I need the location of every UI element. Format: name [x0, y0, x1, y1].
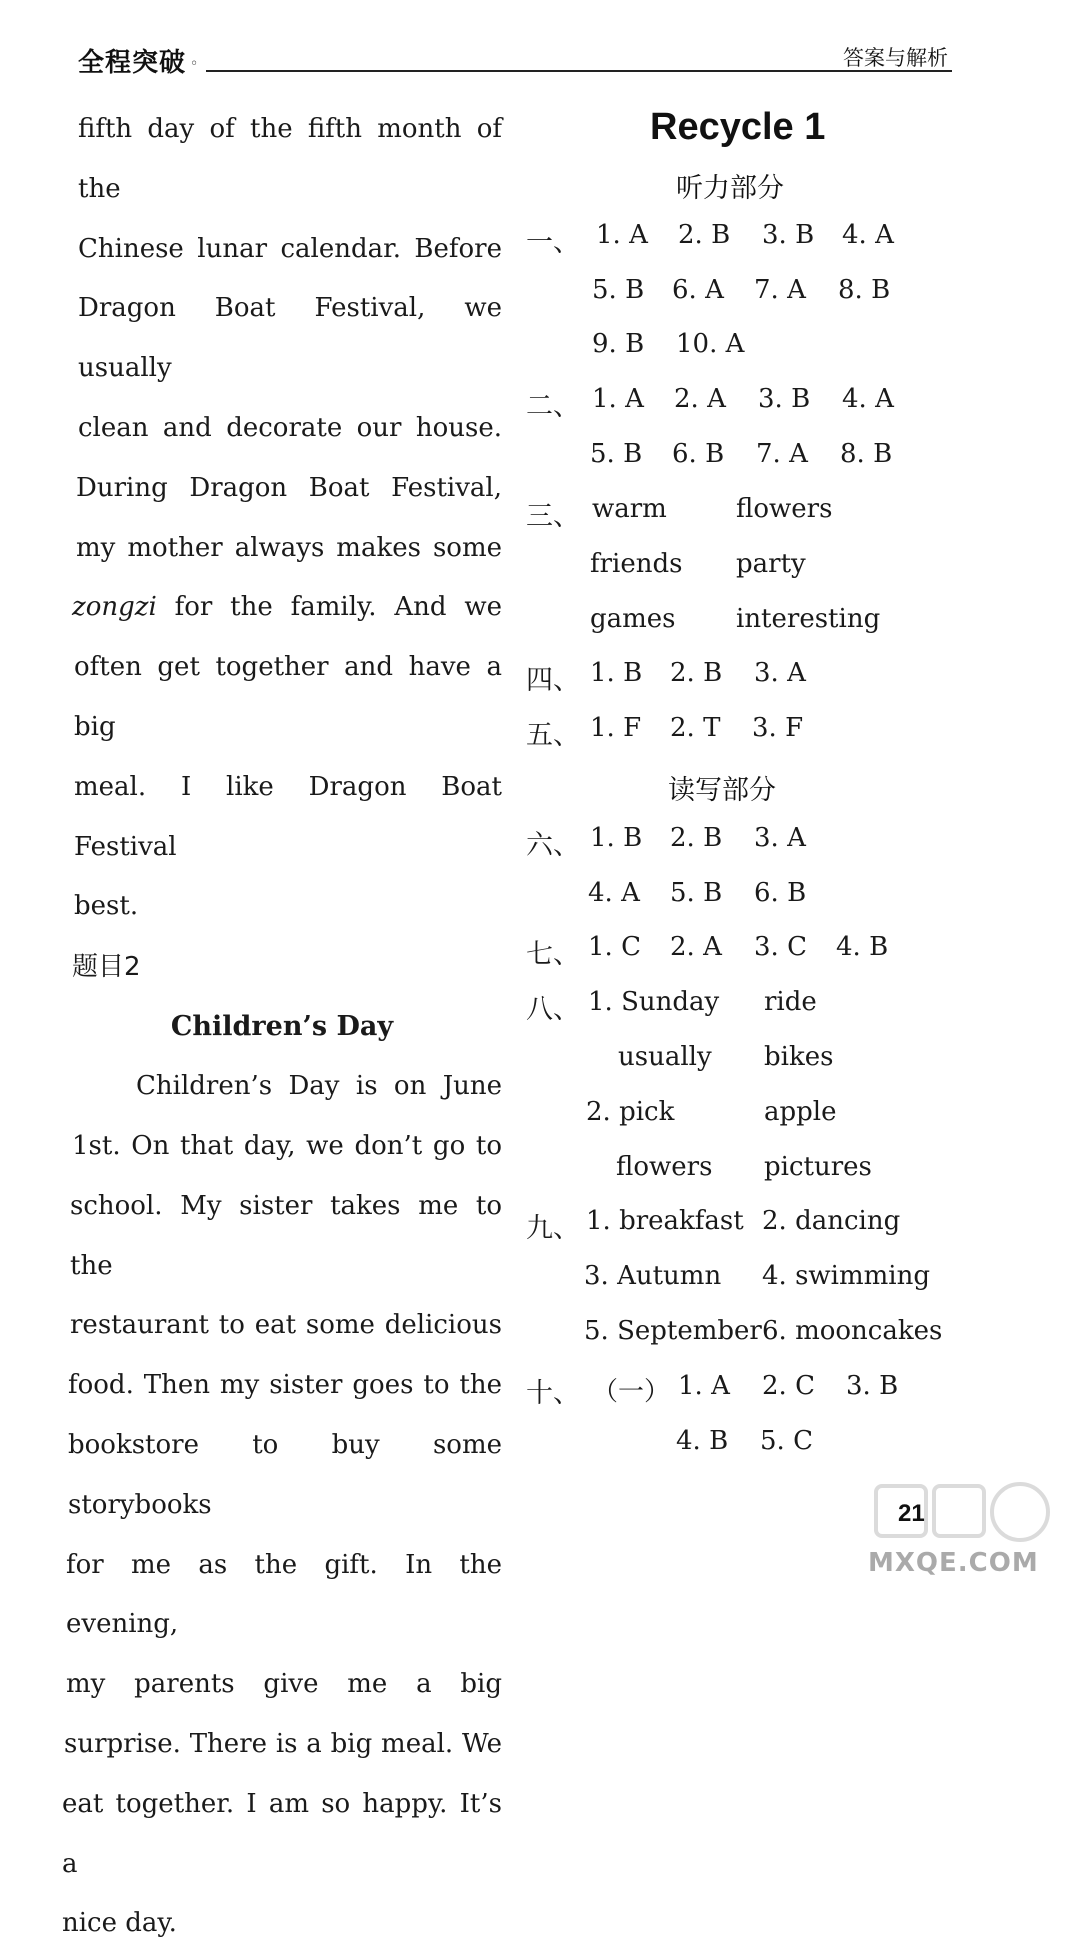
- answer-item: 8. B: [838, 275, 891, 305]
- answer-item: 1. breakfast: [586, 1206, 744, 1236]
- text-line: my parents give me a big: [66, 1669, 502, 1700]
- answer-item: flowers: [616, 1152, 713, 1182]
- text-line: best.: [74, 891, 139, 922]
- answer-item: interesting: [736, 604, 881, 634]
- answer-item: bikes: [764, 1042, 834, 1072]
- answer-item: 4. A: [842, 384, 894, 414]
- text-line: Chinese lunar calendar. Before: [78, 233, 502, 264]
- page-number: 21: [898, 1500, 925, 1527]
- answer-item: 5. C: [760, 1426, 813, 1456]
- answer-item: 1. F: [590, 713, 642, 743]
- answer-item: 2. B: [670, 823, 723, 853]
- text-line: for me as the gift. In the evening,: [66, 1549, 502, 1640]
- text-line: food. Then my sister goes to the: [68, 1370, 502, 1401]
- text-line: my mother always makes some: [76, 532, 502, 563]
- answer-item: 10. A: [676, 329, 745, 359]
- answer-item: 5. B: [590, 439, 643, 469]
- question-number: 三、: [526, 501, 580, 532]
- listening-heading: 听力部分: [676, 173, 784, 204]
- answer-item: pictures: [764, 1152, 872, 1182]
- question-number: 四、: [526, 665, 580, 696]
- answer-item: 4. swimming: [762, 1261, 930, 1291]
- answer-item: 4. B: [676, 1426, 729, 1456]
- question-number: 二、: [526, 391, 580, 422]
- answer-item: 5. September: [584, 1316, 762, 1346]
- answer-item: 3. B: [758, 384, 811, 414]
- sub-part-label: （一）: [592, 1377, 671, 1407]
- text-line: clean and decorate our house.: [78, 412, 502, 443]
- essay-2-paragraph: [62, 1057, 502, 1954]
- answer-item: usually: [618, 1042, 712, 1072]
- answer-item: 9. B: [592, 329, 645, 359]
- answer-item: warm: [592, 494, 667, 524]
- answer-item: 1. A: [596, 220, 648, 250]
- answer-item: ride: [764, 987, 817, 1017]
- question-number: 十、: [526, 1378, 580, 1409]
- question-number: 六、: [526, 830, 580, 861]
- answer-item: games: [590, 604, 676, 634]
- answer-item: 2. B: [678, 220, 731, 250]
- answer-item: 1. C: [588, 932, 641, 962]
- question-number: 九、: [526, 1213, 580, 1244]
- answer-item: flowers: [736, 494, 833, 524]
- answer-item: 4. A: [842, 220, 894, 250]
- answer-item: 2. A: [674, 384, 726, 414]
- brand-dot: ◦: [190, 56, 199, 72]
- answer-item: 3. A: [754, 658, 806, 688]
- answer-item: 2. pick: [586, 1097, 675, 1127]
- answer-item: apple: [764, 1097, 837, 1127]
- reading-writing-heading: 读写部分: [668, 775, 776, 806]
- question-number: 五、: [526, 720, 580, 751]
- answer-item: 1. B: [590, 658, 643, 688]
- answer-item: 1. B: [590, 823, 643, 853]
- question-number: 八、: [526, 994, 580, 1025]
- answer-item: 3. B: [762, 220, 815, 250]
- text-line: nice day.: [62, 1908, 177, 1939]
- essay-1-paragraph: [62, 100, 502, 937]
- question-number: 一、: [526, 227, 580, 258]
- answer-item: 3. Autumn: [584, 1261, 722, 1291]
- answer-item: 4. A: [588, 878, 640, 908]
- text-line: school. My sister takes me to the: [70, 1190, 502, 1281]
- answer-item: 1. Sunday: [588, 987, 720, 1017]
- answer-item: 1. A: [592, 384, 644, 414]
- answer-item: 3. C: [754, 932, 807, 962]
- answer-item: 6. B: [672, 439, 725, 469]
- section-title: 答案与解析: [843, 46, 948, 70]
- answer-item: 2. B: [670, 658, 723, 688]
- text-line: Children’s Day is on June: [136, 1071, 502, 1102]
- question-label: 题目2: [72, 952, 141, 983]
- zongzi-word: zongzi: [72, 592, 157, 623]
- text-line: surprise. There is a big meal. We: [64, 1728, 502, 1759]
- watermark-text: MXQE.COM: [868, 1548, 1039, 1578]
- answer-item: 5. B: [670, 878, 723, 908]
- answer-item: 3. B: [846, 1371, 899, 1401]
- answer-item: 2. A: [670, 932, 722, 962]
- answer-item: 4. B: [836, 932, 889, 962]
- answer-item: 7. A: [754, 275, 806, 305]
- answer-item: 7. A: [756, 439, 808, 469]
- text-line: [62, 578, 502, 638]
- answer-item: 3. F: [752, 713, 804, 743]
- text-line: eat together. I am so happy. It’s a: [62, 1788, 502, 1879]
- text-line: Dragon Boat Festival, we usually: [78, 293, 502, 384]
- unit-title: Recycle 1: [650, 106, 826, 148]
- answer-item: 6. A: [672, 275, 724, 305]
- text-line: often get together and have a big: [74, 652, 502, 742]
- text-line: restaurant to eat some delicious: [70, 1310, 502, 1341]
- page-header: [72, 38, 952, 78]
- answer-item: friends: [590, 549, 683, 579]
- answer-item: 3. A: [754, 823, 806, 853]
- text-line: meal. I like Dragon Boat Festival: [74, 771, 502, 862]
- essay-title: Children’s Day: [170, 1011, 394, 1043]
- answer-item: 2. dancing: [762, 1206, 901, 1236]
- answer-item: 1. A: [678, 1371, 730, 1401]
- text-line: bookstore to buy some storybooks: [68, 1429, 502, 1520]
- header-rule: [206, 70, 952, 72]
- answer-item: 6. B: [754, 878, 807, 908]
- answer-item: party: [736, 549, 806, 579]
- answer-item: 2. T: [670, 713, 721, 743]
- left-column: [62, 100, 502, 1954]
- text-line: During Dragon Boat Festival,: [76, 472, 502, 503]
- brand-logo: 全程突破: [78, 48, 187, 78]
- question-number: 七、: [526, 939, 580, 970]
- text-line: 1st. On that day, we don’t go to: [72, 1130, 502, 1161]
- answer-item: 8. B: [840, 439, 893, 469]
- text-line: fifth day of the fifth month of the: [78, 114, 502, 204]
- text-fragment: for the family. And we: [174, 592, 503, 623]
- answer-item: 5. B: [592, 275, 645, 305]
- answer-item: 6. mooncakes: [762, 1316, 943, 1346]
- answer-item: 2. C: [762, 1371, 815, 1401]
